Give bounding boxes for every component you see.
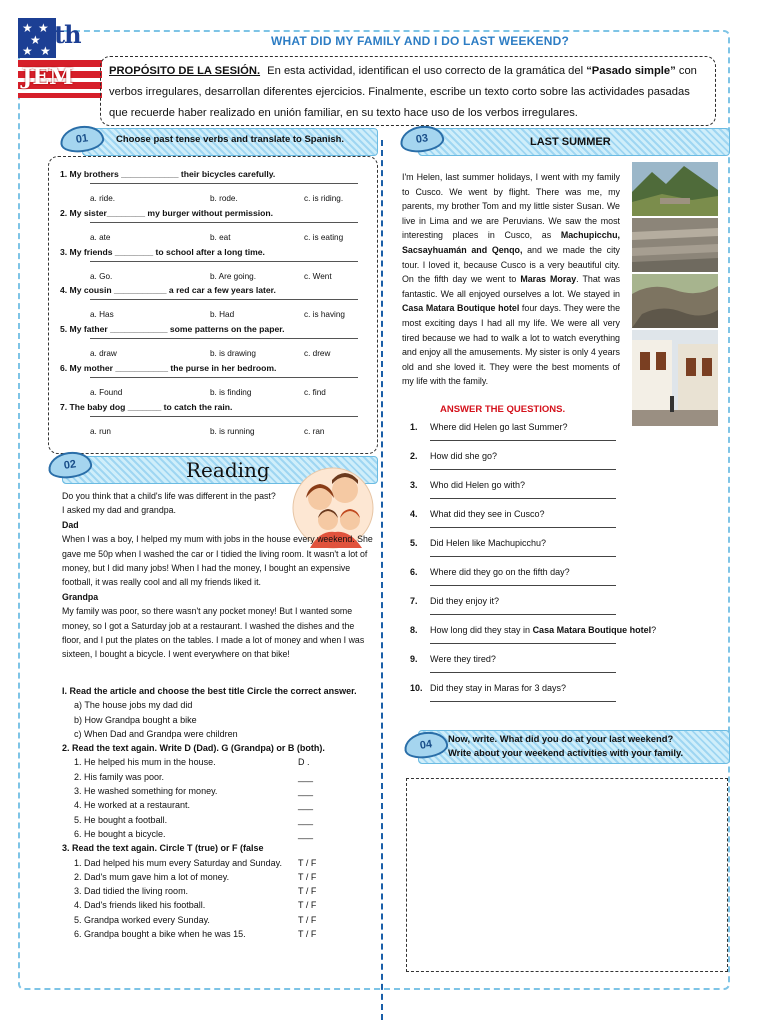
section-01-title: Choose past tense verbs and translate to Spanish.: [116, 134, 345, 145]
question-item: [60, 284, 360, 323]
answer-questions-list: [410, 420, 710, 710]
ex2_items-answer[interactable]: ___: [298, 828, 314, 839]
ex2_items-text: 4. He worked at a restaurant.: [74, 800, 191, 811]
reading-intro-1: Do you think that a child's life was different in the past?: [62, 491, 276, 501]
option-b[interactable]: b. eat: [210, 232, 231, 242]
question-number: 10.: [410, 683, 423, 693]
question-text: 4. My cousin ___________ a red car a few years later.: [60, 285, 276, 296]
question-number: 5.: [410, 538, 418, 548]
ex3_items-text: 3. Dad tidied the living room.: [74, 886, 189, 897]
question-number: 2.: [410, 451, 418, 461]
ex3_items-answer[interactable]: T / F: [298, 929, 317, 940]
exercise-1-options: [62, 698, 372, 741]
answer-line[interactable]: [430, 672, 616, 673]
ls-p2: and we made the city tour. I loved it, because Cusco is a very beautiful city. On the fifth day we went to: [402, 244, 620, 285]
option-b[interactable]: b. Had: [210, 310, 235, 320]
answer-question-item: [410, 449, 710, 478]
answer-line[interactable]: [430, 701, 616, 702]
center-divider: [381, 140, 383, 1020]
answer-line[interactable]: [430, 643, 616, 644]
answer-line[interactable]: [90, 377, 358, 378]
answer-line[interactable]: [90, 299, 358, 300]
option-b[interactable]: b. rode.: [210, 194, 238, 203]
ex2_items-text: 6. He bought a bicycle.: [74, 828, 166, 839]
section-04-title-line-1: Now, write. What did you do at your last weekend?: [448, 733, 674, 744]
writing-area[interactable]: [406, 778, 728, 972]
qenqo-photo: [632, 274, 718, 328]
answer-line[interactable]: [430, 556, 616, 557]
exercise-3-items: [62, 856, 372, 942]
ex3_items-answer[interactable]: T / F: [298, 886, 317, 897]
answer-questions-title: ANSWER THE QUESTIONS.: [440, 404, 566, 415]
option-c[interactable]: c. Went: [304, 271, 332, 281]
question-text: Who did Helen go with?: [430, 480, 526, 490]
option-c[interactable]: c. is eating: [304, 232, 344, 242]
section-01-number: 01: [58, 123, 105, 155]
ex3_items-item: [62, 898, 372, 912]
page-title: WHAT DID MY FAMILY AND I DO LAST WEEKEND?: [271, 34, 569, 48]
ex3_items-item: [62, 870, 372, 884]
reading-exercises: [62, 684, 372, 941]
question-text: Where did Helen go last Summer?: [430, 422, 568, 432]
question-text: 6. My mother ___________ the purse in her bedroom.: [60, 362, 277, 373]
question-number: 7.: [410, 596, 418, 606]
machupicchu-photo: [632, 162, 718, 216]
answer-line[interactable]: [90, 183, 358, 184]
option-a[interactable]: a. Go.: [90, 271, 113, 281]
ex2_items-text: 1. He helped his mum in the house.: [74, 757, 216, 768]
grandpa-label: Grandpa: [62, 591, 99, 602]
section-02-number: 02: [46, 449, 93, 481]
question-number: 4.: [410, 509, 418, 519]
ex3_items-item: [62, 884, 372, 898]
question-text: 3. My friends ________ to school after a long time.: [60, 246, 265, 257]
question-item: [60, 323, 360, 362]
ex2_items-text: 5. He bought a football.: [74, 814, 168, 825]
purpose-text-1: En esta actividad, identifican el uso correcto de la gramática del: [267, 65, 587, 77]
purpose-box: [100, 56, 716, 126]
option-c[interactable]: c. ran: [304, 426, 325, 436]
option-a[interactable]: a. run: [90, 426, 111, 436]
question-text: 2. My sister________ my burger without permission.: [60, 207, 274, 218]
reading-title: Reading: [186, 458, 270, 482]
ex3_items-text: 4. Dad's friends liked his football.: [74, 900, 206, 911]
option-a[interactable]: a. ate: [90, 232, 111, 242]
question-text: [430, 625, 656, 635]
question-text-post: ?: [651, 625, 657, 635]
exercise-1-title: I. Read the article and choose the best title Circle the correct answer.: [62, 686, 357, 696]
question-item: [60, 168, 360, 207]
question-text: Were they tired?: [430, 654, 496, 664]
ex2_items-item: [62, 798, 372, 812]
question-number: 8.: [410, 625, 418, 635]
ex3_items-text: 6. Grandpa bought a bike when he was 15.: [74, 929, 246, 940]
section-03-title: LAST SUMMER: [530, 136, 611, 148]
last-summer-text: [402, 170, 620, 389]
ex3_items-item: [62, 927, 372, 941]
answer-question-item: [410, 565, 710, 594]
ls-p4: four days. They were the most exciting days I had all my life. We were all very tired because we had to walk a lot to watch everything and enjoy all the amusements. My sister is only 4 years old and she loved it. They were the best moments of my life with the family.: [402, 303, 621, 387]
ex2_items-answer[interactable]: ___: [298, 771, 314, 782]
ex3_items-answer[interactable]: T / F: [298, 900, 317, 911]
option-c[interactable]: c. drew: [304, 349, 331, 359]
dad-paragraph: When I was a boy, I helped my mum with jobs in the house every weekend. She gave me 50p when I washed the car or I tidied the living room. It wasn't a lot of money, but I did many jobs! When I had the money, I bought an expensive football, it was really cool and all my friends liked it.: [62, 534, 373, 588]
answer-line[interactable]: [90, 338, 358, 339]
answer-question-item: [410, 536, 710, 565]
answer-line[interactable]: [90, 416, 358, 417]
option-b[interactable]: b. is drawing: [210, 349, 256, 359]
question-text: 7. The baby dog _______ to catch the rain.: [60, 401, 233, 412]
question-number: 3.: [410, 480, 418, 490]
ls-b1: Machupicchu, Sacsayhuamán and Qenqo,: [402, 230, 620, 255]
exercise-2-title: 2. Read the text again. Write D (Dad). G (Grandpa) or B (both).: [62, 743, 325, 754]
ex3_items-item: [62, 913, 372, 927]
question-text: Did they enjoy it?: [430, 596, 500, 606]
ls-b3: Casa Matara Boutique hotel: [402, 303, 520, 314]
ex3_items-answer[interactable]: T / F: [298, 857, 317, 868]
option-a[interactable]: a. ride.: [90, 194, 116, 203]
ex2_items-text: 3. He washed something for money.: [74, 786, 218, 797]
option-a[interactable]: a. Found: [90, 387, 123, 397]
section-04-number: 04: [402, 729, 449, 761]
exercise-2-items: [62, 755, 372, 841]
question-item: [60, 207, 360, 246]
answer-line[interactable]: [430, 469, 616, 470]
ex2_items-text: 2. His family was poor.: [74, 771, 165, 782]
ex2_items-item: [62, 770, 372, 784]
grandpa-text: My family was poor, so there wasn't any pocket money! But I wanted some money, so I got a Saturday job at a restaurant. I washed the dishes and the floor, and I put the plates on the tables. I made a lot of money and when I was sixteen, I bought a bicycle. I went everywhere on that bike!: [62, 606, 365, 660]
purpose-highlight: “Pasado simple”: [586, 65, 676, 77]
question-number: 1.: [410, 422, 418, 432]
ex3_items-item: [62, 856, 372, 870]
question-text: Did Helen like Machupicchu?: [430, 538, 547, 548]
question-text-bold: Casa Matara Boutique hotel: [532, 625, 652, 635]
dad-label: Dad: [62, 519, 79, 530]
answer-question-item: [410, 623, 710, 652]
flag-stars: ★ ★ ★ ★ ★: [18, 18, 56, 58]
ex2_items-item: [62, 827, 372, 841]
answer-question-item: [410, 652, 710, 681]
question-text: 5. My father ____________ some patterns on the paper.: [60, 324, 285, 335]
answer-line[interactable]: [430, 498, 616, 499]
ls-b2: Maras Moray: [520, 274, 577, 285]
option-c[interactable]: c. is having: [304, 310, 345, 320]
option-a[interactable]: a. draw: [90, 349, 117, 359]
answer-line[interactable]: [430, 614, 616, 615]
dad-text: [62, 532, 374, 590]
section-04-title-line-2: Write about your weekend activities with your family.: [448, 747, 684, 758]
cusco-street-photo: [632, 330, 718, 426]
ls-p1: I'm Helen, last summer holidays, I went with my family to Cusco. We went by flight. There was me, my parents, my brother Tom and my little sister Susan. We live in Lima and we are Peruvians. We saw the most interesting places in Cusco, as: [402, 172, 620, 241]
ex3_items-text: 1. Dad helped his mum every Saturday and Sunday.: [74, 857, 282, 868]
answer-question-item: [410, 507, 710, 536]
ex2_items-item: [62, 784, 372, 798]
reading-intro-2: I asked my dad and grandpa.: [62, 505, 176, 516]
purpose-label: PROPÓSITO DE LA SESIÓN.: [109, 65, 261, 77]
exercise-1-option[interactable]: b) How Grandpa bought a bike: [74, 714, 197, 725]
answer-question-item: [410, 594, 710, 623]
option-b[interactable]: b. Are going.: [210, 271, 256, 281]
ex2_items-answer[interactable]: D .: [298, 757, 310, 768]
answer-line[interactable]: [90, 261, 358, 262]
exercise-1-option[interactable]: c) When Dad and Grandpa were children: [74, 728, 238, 739]
question-text: How did she go?: [430, 451, 498, 461]
purpose-text-2: con verbos irregulares, desarrollan diferentes ejercicios. Finalmente, escribe un texto corto sobre las actividades pasadas que recuerde haber realizado en unión familiar, en su texto hace uso de los verbos irregulares.: [109, 65, 697, 119]
ex3_items-text: 5. Grandpa worked every Sunday.: [74, 914, 210, 925]
question-text: Where did they go on the fifth day?: [430, 567, 570, 577]
choose-verbs-list: [60, 168, 360, 440]
option-a[interactable]: a. Has: [90, 310, 114, 320]
answer-line[interactable]: [90, 222, 358, 223]
question-item: [60, 401, 360, 440]
school-logo: [18, 18, 102, 100]
ex3_items-answer[interactable]: T / F: [298, 871, 317, 882]
answer-question-item: [410, 478, 710, 507]
section-03-number: 03: [398, 123, 445, 155]
option-c[interactable]: c. find: [304, 387, 326, 397]
answer-question-item: [410, 681, 710, 710]
question-text: 1. My brothers ____________ their bicycles carefully.: [60, 169, 276, 179]
ex2_items-answer[interactable]: ___: [298, 786, 314, 797]
ex2_items-answer[interactable]: ___: [298, 814, 314, 825]
option-c[interactable]: c. is riding.: [304, 194, 344, 203]
reading-text: [62, 489, 374, 662]
answer-line[interactable]: [430, 527, 616, 528]
logo-bottom-text: JEM: [22, 64, 74, 90]
exercise-3-title: 3. Read the text again. Circle T (true) or F (false: [62, 843, 264, 854]
exercise-1-option[interactable]: a) The house jobs my dad did: [74, 700, 193, 711]
answer-line[interactable]: [430, 585, 616, 586]
ex2_items-answer[interactable]: ___: [298, 800, 314, 811]
option-b[interactable]: b. is running: [210, 426, 255, 436]
question-text: What did they see in Cusco?: [430, 509, 545, 519]
sacsayhuaman-photo: [632, 218, 718, 272]
question-text-pre: How long did they stay in: [430, 625, 533, 635]
question-text: Did they stay in Maras for 3 days?: [430, 683, 567, 693]
question-item: [60, 246, 360, 285]
logo-top-text: th: [54, 20, 81, 49]
ex2_items-item: [62, 813, 372, 827]
answer-question-item: [410, 420, 710, 449]
ex2_items-item: [62, 755, 372, 769]
section-04-title: [448, 732, 683, 760]
answer-line[interactable]: [430, 440, 616, 441]
ex3_items-answer[interactable]: T / F: [298, 914, 317, 925]
question-number: 9.: [410, 654, 418, 664]
question-item: [60, 362, 360, 401]
ex3_items-text: 2. Dad's mum gave him a lot of money.: [74, 871, 230, 882]
option-b[interactable]: b. is finding: [210, 387, 252, 397]
ls-p3: . That was fantastic. We all enjoyed ourselves a lot. We stayed in: [402, 274, 621, 299]
question-number: 6.: [410, 567, 418, 577]
